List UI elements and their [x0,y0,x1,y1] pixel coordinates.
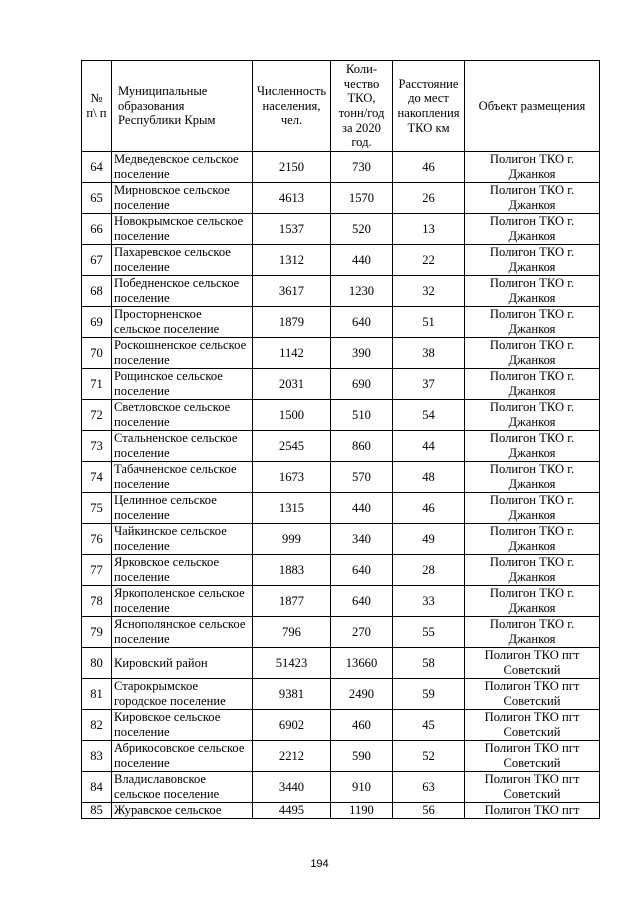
row-number: 76 [82,524,112,555]
row-number: 66 [82,214,112,245]
row-number: 67 [82,245,112,276]
table-row [82,493,600,524]
tko-value: 860 [331,431,393,462]
population-value: 796 [253,617,331,648]
municipality-name: Журавское сельское [112,803,253,819]
tko-value: 13660 [331,648,393,679]
waste-data-table [81,60,600,819]
placement-object: Полигон ТКО г. Джанкоя [465,214,600,245]
municipality-name: Старокрымское городское поселение [112,679,253,710]
distance-value: 38 [393,338,465,369]
tko-value: 640 [331,555,393,586]
header-number: № п\ п [82,61,112,152]
placement-object: Полигон ТКО пгт Советский [465,648,600,679]
municipality-name: Яснополянское сельское поселение [112,617,253,648]
row-number: 73 [82,431,112,462]
table-header-row [82,61,600,152]
row-number: 69 [82,307,112,338]
table-row [82,586,600,617]
placement-object: Полигон ТКО г. Джанкоя [465,617,600,648]
municipality-name: Владиславовское сельское поселение [112,772,253,803]
table-row [82,307,600,338]
row-number: 74 [82,462,112,493]
table-row [82,524,600,555]
table-row [82,276,600,307]
placement-object: Полигон ТКО г. Джанкоя [465,400,600,431]
municipality-name: Светловское сельское поселение [112,400,253,431]
distance-value: 32 [393,276,465,307]
placement-object: Полигон ТКО пгт Советский [465,741,600,772]
population-value: 2545 [253,431,331,462]
table-row [82,710,600,741]
row-number: 77 [82,555,112,586]
population-value: 2031 [253,369,331,400]
placement-object: Полигон ТКО г. Джанкоя [465,586,600,617]
tko-value: 520 [331,214,393,245]
municipality-name: Медведевское сельское поселение [112,152,253,183]
tko-value: 440 [331,245,393,276]
municipality-name: Ярковское сельское поселение [112,555,253,586]
row-number: 80 [82,648,112,679]
distance-value: 46 [393,152,465,183]
population-value: 2150 [253,152,331,183]
table-row [82,183,600,214]
row-number: 75 [82,493,112,524]
distance-value: 63 [393,772,465,803]
table-row [82,617,600,648]
table-row [82,648,600,679]
table-row [82,803,600,819]
tko-value: 1230 [331,276,393,307]
population-value: 2212 [253,741,331,772]
population-value: 1312 [253,245,331,276]
placement-object: Полигон ТКО г. Джанкоя [465,183,600,214]
municipality-name: Пахаревское сельское поселение [112,245,253,276]
population-value: 4495 [253,803,331,819]
table-row [82,679,600,710]
row-number: 68 [82,276,112,307]
page-number: 194 [310,858,329,870]
table-body [82,152,600,819]
placement-object: Полигон ТКО г. Джанкоя [465,276,600,307]
population-value: 3440 [253,772,331,803]
tko-value: 340 [331,524,393,555]
row-number: 78 [82,586,112,617]
distance-value: 55 [393,617,465,648]
row-number: 83 [82,741,112,772]
tko-value: 910 [331,772,393,803]
population-value: 999 [253,524,331,555]
table-row [82,400,600,431]
distance-value: 28 [393,555,465,586]
tko-value: 1570 [331,183,393,214]
municipality-name: Табачненское сельское поселение [112,462,253,493]
population-value: 1879 [253,307,331,338]
header-object: Объект размещения [465,61,600,152]
header-distance: Расстояние до мест накопления ТКО км [393,61,465,152]
population-value: 6902 [253,710,331,741]
placement-object: Полигон ТКО г. Джанкоя [465,245,600,276]
distance-value: 54 [393,400,465,431]
row-number: 79 [82,617,112,648]
tko-value: 590 [331,741,393,772]
table-row [82,462,600,493]
population-value: 1877 [253,586,331,617]
row-number: 71 [82,369,112,400]
population-value: 51423 [253,648,331,679]
distance-value: 48 [393,462,465,493]
row-number: 70 [82,338,112,369]
tko-value: 390 [331,338,393,369]
row-number: 85 [82,803,112,819]
placement-object: Полигон ТКО г. Джанкоя [465,462,600,493]
municipality-name: Стальненское сельское поселение [112,431,253,462]
placement-object: Полигон ТКО г. Джанкоя [465,524,600,555]
municipality-name: Яркополенское сельское поселение [112,586,253,617]
tko-value: 640 [331,307,393,338]
municipality-name: Абрикосовское сельское поселение [112,741,253,772]
distance-value: 26 [393,183,465,214]
tko-value: 440 [331,493,393,524]
row-number: 65 [82,183,112,214]
municipality-name: Новокрымское сельское поселение [112,214,253,245]
distance-value: 22 [393,245,465,276]
table-row [82,152,600,183]
municipality-name: Просторненское сельское поселение [112,307,253,338]
header-population: Численность населения, чел. [253,61,331,152]
row-number: 82 [82,710,112,741]
municipality-name: Победненское сельское поселение [112,276,253,307]
row-number: 64 [82,152,112,183]
row-number: 81 [82,679,112,710]
municipality-name: Мирновское сельское поселение [112,183,253,214]
distance-value: 33 [393,586,465,617]
table-row [82,369,600,400]
placement-object: Полигон ТКО пгт Советский [465,772,600,803]
tko-value: 460 [331,710,393,741]
placement-object: Полигон ТКО пгт Советский [465,679,600,710]
placement-object: Полигон ТКО пгт Советский [465,710,600,741]
placement-object: Полигон ТКО г. Джанкоя [465,369,600,400]
tko-value: 690 [331,369,393,400]
distance-value: 58 [393,648,465,679]
municipality-name: Чайкинское сельское поселение [112,524,253,555]
population-value: 4613 [253,183,331,214]
table-row [82,338,600,369]
tko-value: 1190 [331,803,393,819]
population-value: 1537 [253,214,331,245]
distance-value: 37 [393,369,465,400]
distance-value: 13 [393,214,465,245]
placement-object: Полигон ТКО г. Джанкоя [465,338,600,369]
municipality-name: Кировский район [112,648,253,679]
population-value: 1500 [253,400,331,431]
distance-value: 45 [393,710,465,741]
population-value: 9381 [253,679,331,710]
table-row [82,741,600,772]
distance-value: 49 [393,524,465,555]
distance-value: 46 [393,493,465,524]
placement-object: Полигон ТКО г. Джанкоя [465,307,600,338]
population-value: 1883 [253,555,331,586]
municipality-name: Рощинское сельское поселение [112,369,253,400]
header-tko-amount: Коли- чество ТКО, тонн/год за 2020 год. [331,61,393,152]
table-row [82,245,600,276]
municipality-name: Роскошненское сельское поселение [112,338,253,369]
table-row [82,431,600,462]
tko-value: 270 [331,617,393,648]
row-number: 84 [82,772,112,803]
placement-object: Полигон ТКО г. Джанкоя [465,493,600,524]
distance-value: 44 [393,431,465,462]
row-number: 72 [82,400,112,431]
municipality-name: Кировское сельское поселение [112,710,253,741]
placement-object: Полигон ТКО пгт [465,803,600,819]
table-row [82,772,600,803]
municipality-name: Целинное сельское поселение [112,493,253,524]
distance-value: 59 [393,679,465,710]
tko-value: 510 [331,400,393,431]
tko-value: 640 [331,586,393,617]
population-value: 3617 [253,276,331,307]
population-value: 1142 [253,338,331,369]
header-municipality: Муниципальные образования Республики Крым [112,61,253,152]
distance-value: 51 [393,307,465,338]
tko-value: 730 [331,152,393,183]
placement-object: Полигон ТКО г. Джанкоя [465,152,600,183]
tko-value: 570 [331,462,393,493]
population-value: 1315 [253,493,331,524]
distance-value: 56 [393,803,465,819]
placement-object: Полигон ТКО г. Джанкоя [465,431,600,462]
tko-value: 2490 [331,679,393,710]
placement-object: Полигон ТКО г. Джанкоя [465,555,600,586]
population-value: 1673 [253,462,331,493]
table-row [82,555,600,586]
distance-value: 52 [393,741,465,772]
table-row [82,214,600,245]
